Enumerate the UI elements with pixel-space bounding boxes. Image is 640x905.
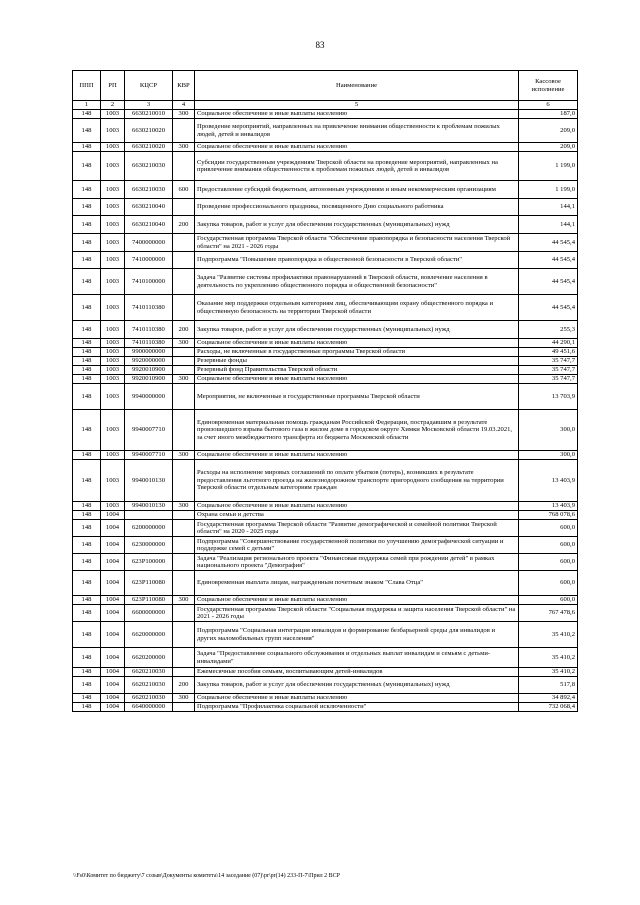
table-row [73,252,578,269]
cell-name: Социальное обеспечение и иные выплаты населению [195,451,519,460]
cell-ppp: 148 [73,511,101,520]
cell-rp: 1003 [101,252,125,269]
table-row [73,677,578,694]
cell-kvr [173,295,195,321]
cell-kvr [173,252,195,269]
cell-rp: 1003 [101,234,125,252]
cell-amount: 35 410,2 [519,668,578,677]
table-row [73,605,578,622]
cell-ppp: 148 [73,622,101,648]
cell-rp: 1003 [101,269,125,295]
cell-name: Ежемесячные пособия семьям, воспитывающим детей-инвалидов [195,668,519,677]
cell-amount: 35 410,2 [519,648,578,668]
cell-kvr [173,571,195,596]
table-row [73,269,578,295]
cell-amount: 209,0 [519,119,578,143]
cell-ppp: 148 [73,321,101,339]
cell-amount: 517,8 [519,677,578,694]
cell-name: Задача "Реализация регионального проекта "Финансовая поддержка семей при рождении детей" в рамках национального проекта "Демография" [195,554,519,571]
cell-kvr: 300 [173,596,195,605]
cell-name: Охрана семьи и детства [195,511,519,520]
table-row [73,216,578,234]
cell-ppp: 148 [73,348,101,357]
cell-name: Социальное обеспечение и иные выплаты населению [195,143,519,152]
cell-name: Социальное обеспечение и иные выплаты населению [195,110,519,119]
cell-kvr: 300 [173,694,195,703]
cell-rp: 1003 [101,110,125,119]
cell-amount: 600,0 [519,554,578,571]
cell-ppp: 148 [73,366,101,375]
cell-kcsr: 6630210030 [125,181,173,199]
cell-name: Социальное обеспечение и иные выплаты населению [195,596,519,605]
cell-kcsr: 6620210030 [125,677,173,694]
cell-ppp: 148 [73,295,101,321]
cell-ppp: 148 [73,110,101,119]
cell-kcsr: 7410110380 [125,321,173,339]
cell-amount: 44 290,1 [519,339,578,348]
cell-kcsr: 623P110080 [125,571,173,596]
cell-name: Подпрограмма "Социальная интеграция инвалидов и формирование безбарьерной среды для инвалидов и других маломобильных групп населения" [195,622,519,648]
cell-kcsr: 6620210030 [125,668,173,677]
cell-ppp: 148 [73,384,101,410]
cell-kcsr: 7410000000 [125,252,173,269]
cell-kvr: 200 [173,321,195,339]
index-cell: 1 [73,101,101,110]
table-row [73,511,578,520]
table-row [73,694,578,703]
cell-kcsr: 623P100000 [125,554,173,571]
cell-kcsr: 6620200000 [125,648,173,668]
cell-kvr [173,234,195,252]
table-row [73,181,578,199]
cell-rp: 1003 [101,295,125,321]
cell-name: Закупка товаров, работ и услуг для обеспечения государственных (муниципальных) нужд [195,216,519,234]
index-cell: 2 [101,101,125,110]
cell-amount: 35 747,7 [519,366,578,375]
cell-rp: 1004 [101,537,125,554]
cell-ppp: 148 [73,571,101,596]
table-row [73,384,578,410]
table-row [73,143,578,152]
table-row [73,375,578,384]
table-row [73,366,578,375]
cell-rp: 1003 [101,366,125,375]
cell-rp: 1003 [101,384,125,410]
cell-amount: 44 545,4 [519,269,578,295]
cell-kcsr: 6630210040 [125,199,173,216]
cell-rp: 1003 [101,119,125,143]
cell-kvr [173,668,195,677]
cell-kvr [173,348,195,357]
cell-kcsr: 9920010900 [125,366,173,375]
cell-kcsr: 6630210040 [125,216,173,234]
cell-name: Социальное обеспечение и иные выплаты населению [195,375,519,384]
cell-kvr: 300 [173,502,195,511]
cell-name: Мероприятия, не включенные в государственные программы Тверской области [195,384,519,410]
cell-kvr [173,199,195,216]
cell-name: Социальное обеспечение и иные выплаты населению [195,339,519,348]
table-row [73,571,578,596]
cell-kvr: 300 [173,451,195,460]
cell-rp: 1004 [101,511,125,520]
cell-ppp: 148 [73,234,101,252]
cell-kvr [173,554,195,571]
cell-rp: 1004 [101,677,125,694]
cell-kvr: 200 [173,677,195,694]
cell-rp: 1003 [101,321,125,339]
index-row [73,101,578,110]
cell-kcsr: 6630210020 [125,143,173,152]
cell-ppp: 148 [73,375,101,384]
cell-amount: 35 747,7 [519,375,578,384]
cell-kcsr: 7410110380 [125,295,173,321]
cell-kvr [173,520,195,537]
cell-name: Государственная программа Тверской области "Социальная поддержка и защита населения Тверской области" на 2021 - 2026 годы [195,605,519,622]
cell-kvr [173,357,195,366]
table-row [73,668,578,677]
cell-name: Подпрограмма "Совершенствование государственной политики по улучшению демографической ситуации и поддержке семей с детьми" [195,537,519,554]
cell-kcsr: 6620000000 [125,622,173,648]
cell-kvr: 200 [173,216,195,234]
cell-ppp: 148 [73,143,101,152]
cell-amount: 13 703,9 [519,384,578,410]
cell-kcsr: 7400000000 [125,234,173,252]
cell-rp: 1004 [101,605,125,622]
cell-kvr [173,366,195,375]
cell-kvr: 300 [173,143,195,152]
cell-amount: 600,0 [519,596,578,605]
cell-kcsr: 7410110380 [125,339,173,348]
cell-ppp: 148 [73,502,101,511]
cell-amount: 300,0 [519,410,578,451]
cell-kcsr: 6630210030 [125,152,173,181]
cell-ppp: 148 [73,252,101,269]
cell-kvr [173,605,195,622]
cell-kcsr: 9920010900 [125,375,173,384]
header-name: Наименование [195,71,519,101]
cell-amount: 13 403,9 [519,502,578,511]
cell-ppp: 148 [73,677,101,694]
cell-name: Единовременная выплата лицам, награжденным почетным знаком "Слава Отца" [195,571,519,596]
header-ppp: ППП [73,71,101,101]
cell-rp: 1003 [101,460,125,502]
cell-ppp: 148 [73,703,101,712]
cell-name: Предоставление субсидий бюджетным, автономным учреждениям и иным некоммерческим организациям [195,181,519,199]
cell-name: Резервные фонды [195,357,519,366]
table-row [73,119,578,143]
cell-amount: 600,0 [519,571,578,596]
cell-rp: 1004 [101,520,125,537]
cell-amount: 209,0 [519,143,578,152]
cell-name: Оказание мер поддержки отдельным категориям лиц, обеспечивающим охрану общественного порядка и общественную безопасность на территории Тверской области [195,295,519,321]
cell-rp: 1004 [101,554,125,571]
cell-name: Резервный фонд Правительства Тверской области [195,366,519,375]
cell-amount: 1 199,0 [519,152,578,181]
cell-amount: 300,0 [519,451,578,460]
cell-ppp: 148 [73,216,101,234]
table-row [73,460,578,502]
cell-name: Задача "Развитие системы профилактики правонарушений в Тверской области, вовлечение населения в деятельность по укреплению общественного порядка и общественной безопасности" [195,269,519,295]
table-row [73,703,578,712]
cell-ppp: 148 [73,357,101,366]
cell-name: Проведение мероприятий, направленных на привлечение внимания общественности к проблемам пожилых людей, детей и инвалидов [195,119,519,143]
cell-kvr [173,410,195,451]
cell-amount: 767 478,6 [519,605,578,622]
cell-amount: 1 199,0 [519,181,578,199]
cell-rp: 1004 [101,694,125,703]
cell-rp: 1003 [101,143,125,152]
cell-ppp: 148 [73,668,101,677]
cell-ppp: 148 [73,181,101,199]
cell-rp: 1004 [101,571,125,596]
cell-name: Задача "Предоставление социального обслуживания и отдельных выплат инвалидам и семьям с детьми-инвалидами" [195,648,519,668]
table-row [73,321,578,339]
table-row [73,554,578,571]
cell-kvr [173,460,195,502]
cell-rp: 1003 [101,451,125,460]
cell-rp: 1003 [101,357,125,366]
cell-name: Субсидии государственным учреждениям Тверской области на проведение мероприятий, направленных на привлечение внимания общественности к проблемам пожилых людей, детей и инвалидов [195,152,519,181]
cell-rp: 1003 [101,339,125,348]
table-row [73,357,578,366]
table-row [73,295,578,321]
cell-kvr [173,703,195,712]
cell-amount: 35 747,7 [519,357,578,366]
table-row [73,152,578,181]
cell-name: Единовременная материальная помощь гражданам Российской Федерации, пострадавшим в результате произошедшего взрыва бытового газа в жилом доме в городском округе Химки Московской области 19.03.2021, за счет иного межбюджетного трансферта из бюджета Московской области [195,410,519,451]
cell-name: Социальное обеспечение и иные выплаты населению [195,502,519,511]
cell-kcsr: 6630210020 [125,119,173,143]
cell-amount: 732 068,4 [519,703,578,712]
cell-amount: 144,1 [519,199,578,216]
cell-kcsr: 9940010130 [125,460,173,502]
table-row [73,648,578,668]
cell-kvr [173,511,195,520]
cell-kcsr: 9940000000 [125,384,173,410]
cell-rp: 1003 [101,410,125,451]
cell-amount: 49 451,6 [519,348,578,357]
cell-rp: 1003 [101,152,125,181]
cell-rp: 1003 [101,199,125,216]
expenditure-table [72,70,578,712]
cell-ppp: 148 [73,520,101,537]
cell-name: Государственная программа Тверской области "Обеспечение правопорядка и безопасности населения Тверской области" на 2021 - 2026 годы [195,234,519,252]
header-kcsr: КЦСР [125,71,173,101]
cell-ppp: 148 [73,410,101,451]
cell-ppp: 148 [73,596,101,605]
cell-name: Закупка товаров, работ и услуг для обеспечения государственных (муниципальных) нужд [195,321,519,339]
cell-kvr [173,269,195,295]
table-row [73,622,578,648]
cell-kvr: 300 [173,375,195,384]
table-row [73,502,578,511]
cell-name: Государственная программа Тверской области "Развитие демографической и семейной политики Тверской области" на 2020 - 2025 годы [195,520,519,537]
cell-ppp: 148 [73,460,101,502]
cell-amount: 44 545,4 [519,234,578,252]
cell-rp: 1004 [101,703,125,712]
cell-rp: 1004 [101,596,125,605]
cell-kcsr [125,511,173,520]
cell-amount: 13 403,9 [519,460,578,502]
cell-kcsr: 6630210010 [125,110,173,119]
cell-amount: 144,1 [519,216,578,234]
cell-ppp: 148 [73,199,101,216]
table-row [73,410,578,451]
cell-kcsr: 9940007710 [125,410,173,451]
page-number: 83 [315,40,325,50]
cell-amount: 44 545,4 [519,295,578,321]
cell-ppp: 148 [73,648,101,668]
cell-amount: 187,0 [519,110,578,119]
index-cell: 6 [519,101,578,110]
cell-rp: 1003 [101,216,125,234]
cell-kcsr: 9920000000 [125,357,173,366]
cell-kcsr: 6640000000 [125,703,173,712]
index-cell: 4 [173,101,195,110]
cell-kvr [173,648,195,668]
cell-kcsr: 623P110080 [125,596,173,605]
index-cell: 3 [125,101,173,110]
cell-ppp: 148 [73,339,101,348]
table-row [73,537,578,554]
header-row [73,71,578,101]
cell-ppp: 148 [73,269,101,295]
cell-name: Расходы на исполнение мировых соглашений по оплате убытков (потерь), возникших в результате предоставления льготного проезда на железнодорожном транспорте пригородного сообщения на территории Тверской области отдельным категориям граждан [195,460,519,502]
file-path-footer: \\Fs0\Комитет по бюджету\7 созыв\Документы комитета\14 заседание (07)\pr\pr(14) 233-П-7\Прил 2 ВСР [73,873,341,879]
cell-kvr [173,384,195,410]
table-row [73,110,578,119]
table-row [73,451,578,460]
table-row [73,596,578,605]
cell-amount: 44 545,4 [519,252,578,269]
cell-ppp: 148 [73,119,101,143]
cell-kcsr: 7410100000 [125,269,173,295]
cell-kvr [173,152,195,181]
cell-rp: 1003 [101,502,125,511]
cell-ppp: 148 [73,554,101,571]
cell-kvr: 600 [173,181,195,199]
header-rp: РП [101,71,125,101]
cell-rp: 1004 [101,648,125,668]
cell-amount: 34 892,4 [519,694,578,703]
cell-kvr [173,119,195,143]
cell-kcsr: 6620210030 [125,694,173,703]
table-row [73,348,578,357]
cell-amount: 600,0 [519,537,578,554]
cell-name: Подпрограмма "Повышение правопорядка и общественной безопасности в Тверской области" [195,252,519,269]
cell-name: Подпрограмма "Профилактика социальной исключенности" [195,703,519,712]
cell-rp: 1003 [101,348,125,357]
cell-amount: 600,0 [519,520,578,537]
cell-kcsr: 9940007710 [125,451,173,460]
cell-kvr: 300 [173,339,195,348]
cell-name: Расходы, не включенные в государственные программы Тверской области [195,348,519,357]
table-row [73,199,578,216]
cell-ppp: 148 [73,451,101,460]
cell-rp: 1004 [101,668,125,677]
cell-kcsr: 9900000000 [125,348,173,357]
cell-amount: 35 410,2 [519,622,578,648]
cell-name: Проведение профессионального праздника, посвященного Дню социального работника [195,199,519,216]
header-kvr: КВР [173,71,195,101]
cell-kcsr: 6230000000 [125,537,173,554]
cell-name: Закупка товаров, работ и услуг для обеспечения государственных (муниципальных) нужд [195,677,519,694]
table-row [73,234,578,252]
cell-kvr [173,622,195,648]
cell-ppp: 148 [73,537,101,554]
cell-ppp: 148 [73,605,101,622]
cell-name: Социальное обеспечение и иные выплаты населению [195,694,519,703]
table-row [73,520,578,537]
cell-ppp: 148 [73,694,101,703]
cell-rp: 1003 [101,375,125,384]
cell-kcsr: 6600000000 [125,605,173,622]
cell-kcsr: 9940010130 [125,502,173,511]
cell-ppp: 148 [73,152,101,181]
cell-amount: 768 078,6 [519,511,578,520]
cell-rp: 1003 [101,181,125,199]
cell-rp: 1004 [101,622,125,648]
cell-amount: 255,3 [519,321,578,339]
index-cell: 5 [195,101,519,110]
header-amount: Кассовое исполнение [519,71,578,101]
cell-kvr [173,537,195,554]
cell-kcsr: 6200000000 [125,520,173,537]
table-row [73,339,578,348]
cell-kvr: 300 [173,110,195,119]
